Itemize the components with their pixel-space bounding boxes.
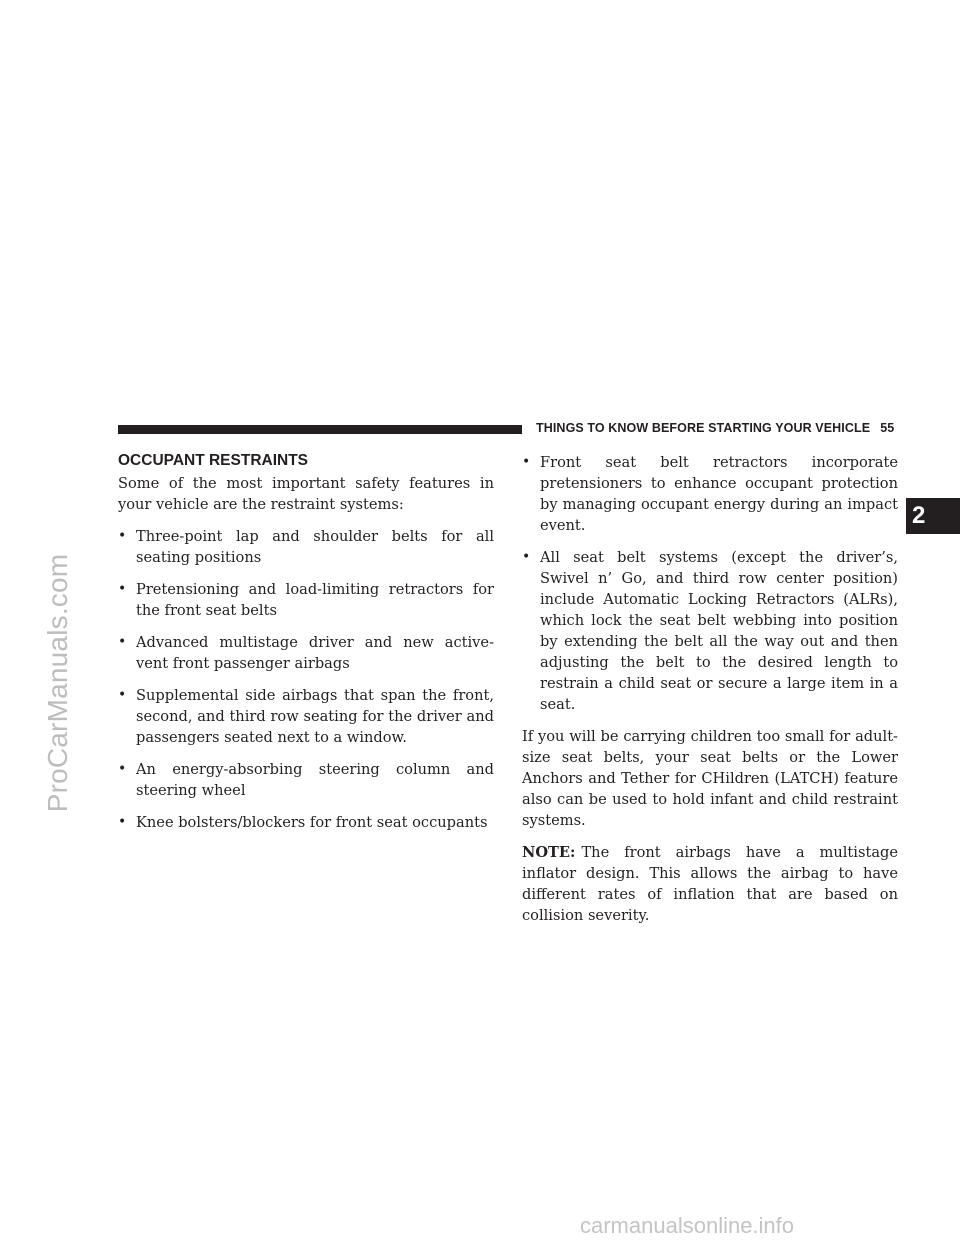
bullet-icon: • xyxy=(118,528,127,544)
page-number: 55 xyxy=(880,421,895,435)
list-item: • Front seat belt retractors incorporate pretensioners to enhance occupant protection by managing occupant energy during an impact event. xyxy=(522,454,898,534)
latch-paragraph: If you will be carrying children too small for adult-size seat belts, your seat belts or the Lower Anchors and Tether for CHildren (LATCH) feature also can be used to hold infant and child restraint systems. xyxy=(522,728,898,829)
retractor-features-list xyxy=(522,452,898,715)
list-item: • Advanced multistage driver and new active-vent front passenger airbags xyxy=(118,634,494,672)
list-item: • An energy-absorbing steering column and steering wheel xyxy=(118,761,494,799)
section-heading: OCCUPANT RESTRAINTS xyxy=(118,452,309,469)
side-watermark-text: ProCarManuals.com xyxy=(42,553,73,813)
bullet-icon: • xyxy=(118,814,127,830)
bullet-icon: • xyxy=(118,687,127,703)
bullet-icon: • xyxy=(118,761,127,777)
list-item: • All seat belt systems (except the driver’s, Swivel n’ Go, and third row center position) include Automatic Locking Retractors (ALRs), which lock the seat belt webbing into position by extending the belt all the way out and then adjusting the belt to the desired length to restrain a child seat or secure a large item in a seat. xyxy=(522,549,898,713)
running-header xyxy=(536,421,894,435)
list-item: • Pretensioning and load-limiting retractors for the front seat belts xyxy=(118,581,494,619)
right-column xyxy=(522,452,898,937)
bullet-icon: • xyxy=(522,549,531,565)
chapter-tab: 2 xyxy=(906,498,960,534)
note-paragraph xyxy=(522,842,898,926)
header-rule xyxy=(118,425,522,434)
note-label: NOTE: xyxy=(522,844,576,861)
intro-paragraph: Some of the most important safety features in your vehicle are the restraint systems: xyxy=(118,475,494,513)
bullet-icon: • xyxy=(522,454,531,470)
bullet-icon: • xyxy=(118,581,127,597)
restraint-features-list xyxy=(118,526,494,833)
bottom-watermark: carmanualsonline.info xyxy=(580,1213,795,1238)
bullet-icon: • xyxy=(118,634,127,650)
list-item: • Three-point lap and shoulder belts for all seating positions xyxy=(118,528,494,566)
note-text: The front airbags have a multistage inflator design. This allows the airbag to have different rates of inflation that are based on collision severity. xyxy=(522,844,898,924)
list-item: • Knee bolsters/blockers for front seat occupants xyxy=(118,814,488,831)
left-column xyxy=(118,452,494,844)
list-item: • Supplemental side airbags that span the front, second, and third row seating for the driver and passengers seated next to a window. xyxy=(118,687,494,746)
header-title: THINGS TO KNOW BEFORE STARTING YOUR VEHICLE xyxy=(536,421,871,435)
